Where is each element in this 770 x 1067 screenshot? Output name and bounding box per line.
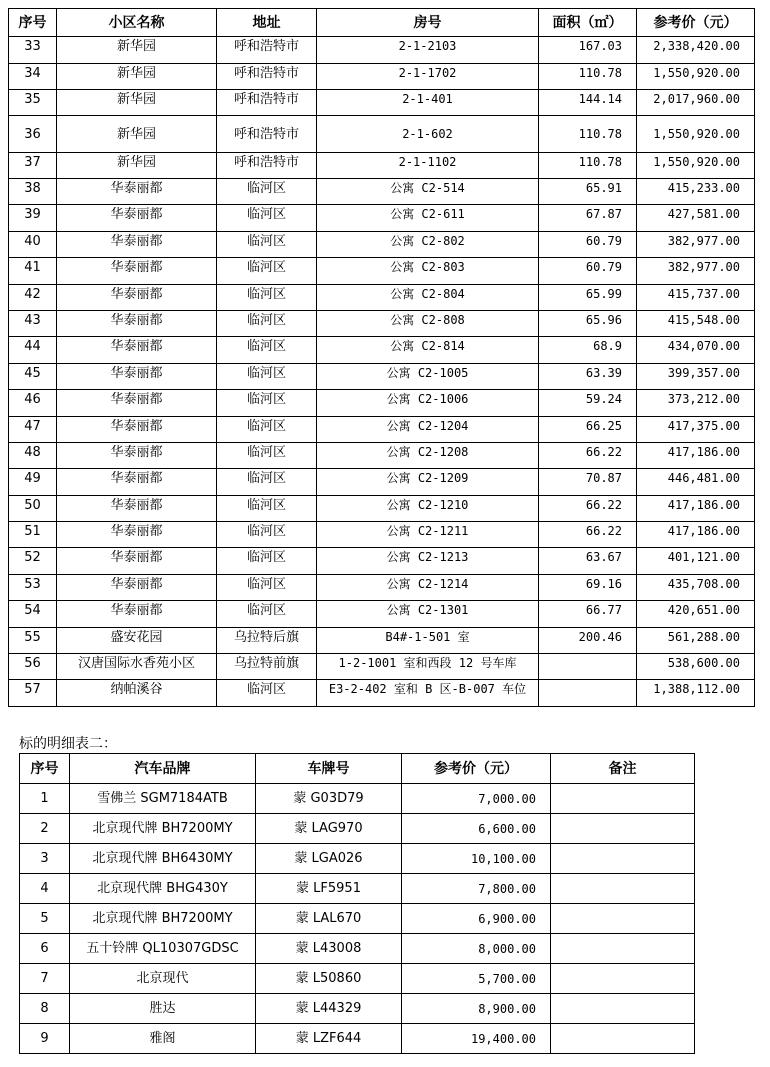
col-header-area: 面积（㎡） bbox=[539, 9, 637, 37]
cell-address: 临河区 bbox=[217, 680, 317, 706]
cell-name: 华泰丽都 bbox=[57, 205, 217, 231]
cell-room: 公寓 C2-802 bbox=[317, 231, 539, 257]
cell-room: 公寓 C2-1204 bbox=[317, 416, 539, 442]
col-header-price: 参考价（元） bbox=[402, 754, 551, 784]
col-header-plate: 车牌号 bbox=[256, 754, 402, 784]
cell-brand: 五十铃牌 QL10307GDSC bbox=[70, 934, 256, 964]
cell-area: 63.39 bbox=[539, 363, 637, 389]
col-header-room: 房号 bbox=[317, 9, 539, 37]
cell-no: 50 bbox=[9, 495, 57, 521]
cell-price: 8,900.00 bbox=[402, 994, 551, 1024]
cell-price: 446,481.00 bbox=[637, 469, 755, 495]
cell-room: 公寓 C2-1006 bbox=[317, 390, 539, 416]
col-header-address: 地址 bbox=[217, 9, 317, 37]
cell-area: 65.99 bbox=[539, 284, 637, 310]
col-header-price: 参考价（元） bbox=[637, 9, 755, 37]
cell-room: B4#-1-501 室 bbox=[317, 627, 539, 653]
cell-no: 33 bbox=[9, 37, 57, 64]
cell-no: 35 bbox=[9, 90, 57, 116]
cell-price: 382,977.00 bbox=[637, 231, 755, 257]
cell-room: 2-1-2103 bbox=[317, 37, 539, 64]
cell-price: 6,600.00 bbox=[402, 814, 551, 844]
table-row bbox=[9, 231, 755, 257]
table-row bbox=[20, 964, 695, 994]
cell-price: 434,070.00 bbox=[637, 337, 755, 363]
cell-price: 5,700.00 bbox=[402, 964, 551, 994]
cell-area bbox=[539, 680, 637, 706]
cell-plate: 蒙 G03D79 bbox=[256, 784, 402, 814]
col-header-brand: 汽车品牌 bbox=[70, 754, 256, 784]
cell-area: 68.9 bbox=[539, 337, 637, 363]
cell-plate: 蒙 LF5951 bbox=[256, 874, 402, 904]
cell-room: 公寓 C2-1213 bbox=[317, 548, 539, 574]
cell-area: 200.46 bbox=[539, 627, 637, 653]
cell-no: 44 bbox=[9, 337, 57, 363]
cell-price: 401,121.00 bbox=[637, 548, 755, 574]
cell-price: 415,737.00 bbox=[637, 284, 755, 310]
cell-no: 51 bbox=[9, 522, 57, 548]
cell-address: 临河区 bbox=[217, 601, 317, 627]
table-row bbox=[9, 522, 755, 548]
table-row bbox=[9, 627, 755, 653]
table-row bbox=[9, 37, 755, 64]
cell-no: 52 bbox=[9, 548, 57, 574]
table-row bbox=[9, 495, 755, 521]
cell-plate: 蒙 L44329 bbox=[256, 994, 402, 1024]
cell-area: 66.25 bbox=[539, 416, 637, 442]
cell-address: 临河区 bbox=[217, 495, 317, 521]
cell-no: 39 bbox=[9, 205, 57, 231]
table-row bbox=[9, 469, 755, 495]
cell-address: 临河区 bbox=[217, 205, 317, 231]
cell-no: 40 bbox=[9, 231, 57, 257]
table-row bbox=[9, 654, 755, 680]
cell-no: 38 bbox=[9, 179, 57, 205]
cell-price: 417,375.00 bbox=[637, 416, 755, 442]
table-row bbox=[9, 442, 755, 468]
table-row bbox=[20, 874, 695, 904]
cell-price: 417,186.00 bbox=[637, 522, 755, 548]
table-row bbox=[9, 390, 755, 416]
cell-no: 5 bbox=[20, 904, 70, 934]
cell-name: 新华园 bbox=[57, 37, 217, 64]
cell-address: 临河区 bbox=[217, 284, 317, 310]
cell-area: 69.16 bbox=[539, 574, 637, 600]
table-row bbox=[9, 574, 755, 600]
table-row bbox=[9, 363, 755, 389]
cell-no: 43 bbox=[9, 310, 57, 336]
cell-room: 2-1-602 bbox=[317, 116, 539, 153]
cell-note bbox=[551, 784, 695, 814]
cell-no: 1 bbox=[20, 784, 70, 814]
cell-note bbox=[551, 844, 695, 874]
cell-price: 427,581.00 bbox=[637, 205, 755, 231]
table-row bbox=[9, 258, 755, 284]
cell-area: 110.78 bbox=[539, 64, 637, 90]
cell-no: 55 bbox=[9, 627, 57, 653]
cell-name: 华泰丽都 bbox=[57, 179, 217, 205]
table-row bbox=[9, 337, 755, 363]
cell-area: 60.79 bbox=[539, 258, 637, 284]
cell-name: 华泰丽都 bbox=[57, 522, 217, 548]
cell-price: 19,400.00 bbox=[402, 1024, 551, 1054]
cell-name: 华泰丽都 bbox=[57, 363, 217, 389]
cell-price: 1,550,920.00 bbox=[637, 64, 755, 90]
cell-address: 临河区 bbox=[217, 231, 317, 257]
cell-area bbox=[539, 654, 637, 680]
cell-no: 36 bbox=[9, 116, 57, 153]
cell-area: 63.67 bbox=[539, 548, 637, 574]
cell-room: 公寓 C2-1005 bbox=[317, 363, 539, 389]
cell-room: 公寓 C2-814 bbox=[317, 337, 539, 363]
cell-no: 45 bbox=[9, 363, 57, 389]
table-header-row bbox=[9, 9, 755, 37]
cell-price: 7,800.00 bbox=[402, 874, 551, 904]
table-row bbox=[9, 205, 755, 231]
cell-plate: 蒙 LZF644 bbox=[256, 1024, 402, 1054]
cell-name: 华泰丽都 bbox=[57, 548, 217, 574]
cell-area: 110.78 bbox=[539, 153, 637, 179]
cell-note bbox=[551, 904, 695, 934]
cell-note bbox=[551, 964, 695, 994]
cell-price: 373,212.00 bbox=[637, 390, 755, 416]
col-header-note: 备注 bbox=[551, 754, 695, 784]
cell-room: 公寓 C2-1209 bbox=[317, 469, 539, 495]
cell-no: 6 bbox=[20, 934, 70, 964]
cell-price: 420,651.00 bbox=[637, 601, 755, 627]
table-row bbox=[9, 680, 755, 706]
cell-note bbox=[551, 814, 695, 844]
table-row bbox=[9, 310, 755, 336]
table2-caption: 标的明细表二： bbox=[19, 736, 117, 752]
cell-address: 呼和浩特市 bbox=[217, 64, 317, 90]
cell-no: 42 bbox=[9, 284, 57, 310]
cell-room: E3-2-402 室和 B 区-B-007 车位 bbox=[317, 680, 539, 706]
table-row bbox=[9, 548, 755, 574]
vehicle-table bbox=[19, 753, 695, 1054]
cell-address: 呼和浩特市 bbox=[217, 153, 317, 179]
cell-area: 167.03 bbox=[539, 37, 637, 64]
cell-room: 1-2-1001 室和西段 12 号车库 bbox=[317, 654, 539, 680]
cell-name: 华泰丽都 bbox=[57, 337, 217, 363]
cell-name: 华泰丽都 bbox=[57, 258, 217, 284]
cell-brand: 北京现代牌 BHG430Y bbox=[70, 874, 256, 904]
table-row bbox=[20, 1024, 695, 1054]
cell-name: 盛安花园 bbox=[57, 627, 217, 653]
cell-address: 临河区 bbox=[217, 469, 317, 495]
cell-address: 临河区 bbox=[217, 574, 317, 600]
col-header-no: 序号 bbox=[20, 754, 70, 784]
cell-price: 561,288.00 bbox=[637, 627, 755, 653]
cell-address: 临河区 bbox=[217, 442, 317, 468]
table-row bbox=[9, 116, 755, 153]
cell-no: 49 bbox=[9, 469, 57, 495]
cell-room: 公寓 C2-514 bbox=[317, 179, 539, 205]
property-table bbox=[8, 8, 755, 707]
cell-no: 8 bbox=[20, 994, 70, 1024]
cell-brand: 北京现代牌 BH7200MY bbox=[70, 904, 256, 934]
cell-area: 59.24 bbox=[539, 390, 637, 416]
cell-name: 华泰丽都 bbox=[57, 574, 217, 600]
cell-no: 7 bbox=[20, 964, 70, 994]
table-row bbox=[20, 784, 695, 814]
cell-note bbox=[551, 934, 695, 964]
cell-room: 公寓 C2-804 bbox=[317, 284, 539, 310]
cell-name: 新华园 bbox=[57, 153, 217, 179]
cell-no: 3 bbox=[20, 844, 70, 874]
cell-area: 67.87 bbox=[539, 205, 637, 231]
cell-address: 临河区 bbox=[217, 179, 317, 205]
cell-price: 7,000.00 bbox=[402, 784, 551, 814]
cell-room: 2-1-401 bbox=[317, 90, 539, 116]
table-row bbox=[20, 994, 695, 1024]
cell-price: 1,550,920.00 bbox=[637, 153, 755, 179]
table-row bbox=[9, 153, 755, 179]
cell-price: 399,357.00 bbox=[637, 363, 755, 389]
cell-room: 公寓 C2-1214 bbox=[317, 574, 539, 600]
cell-price: 417,186.00 bbox=[637, 495, 755, 521]
cell-area: 66.22 bbox=[539, 442, 637, 468]
cell-address: 临河区 bbox=[217, 390, 317, 416]
table-row bbox=[20, 814, 695, 844]
cell-room: 公寓 C2-803 bbox=[317, 258, 539, 284]
cell-address: 呼和浩特市 bbox=[217, 37, 317, 64]
cell-plate: 蒙 L43008 bbox=[256, 934, 402, 964]
cell-brand: 北京现代牌 BH7200MY bbox=[70, 814, 256, 844]
cell-no: 57 bbox=[9, 680, 57, 706]
cell-price: 1,550,920.00 bbox=[637, 116, 755, 153]
cell-name: 华泰丽都 bbox=[57, 310, 217, 336]
table-row bbox=[20, 904, 695, 934]
cell-address: 呼和浩特市 bbox=[217, 116, 317, 153]
cell-room: 公寓 C2-611 bbox=[317, 205, 539, 231]
cell-name: 华泰丽都 bbox=[57, 390, 217, 416]
cell-address: 临河区 bbox=[217, 337, 317, 363]
cell-address: 乌拉特前旗 bbox=[217, 654, 317, 680]
cell-name: 纳帕溪谷 bbox=[57, 680, 217, 706]
cell-no: 47 bbox=[9, 416, 57, 442]
cell-address: 临河区 bbox=[217, 310, 317, 336]
col-header-no: 序号 bbox=[9, 9, 57, 37]
cell-no: 53 bbox=[9, 574, 57, 600]
cell-name: 新华园 bbox=[57, 90, 217, 116]
cell-plate: 蒙 L50860 bbox=[256, 964, 402, 994]
cell-no: 41 bbox=[9, 258, 57, 284]
cell-no: 56 bbox=[9, 654, 57, 680]
cell-no: 2 bbox=[20, 814, 70, 844]
cell-note bbox=[551, 874, 695, 904]
cell-area: 70.87 bbox=[539, 469, 637, 495]
cell-brand: 胜达 bbox=[70, 994, 256, 1024]
cell-room: 2-1-1102 bbox=[317, 153, 539, 179]
table-row bbox=[9, 601, 755, 627]
cell-name: 华泰丽都 bbox=[57, 284, 217, 310]
cell-price: 10,100.00 bbox=[402, 844, 551, 874]
cell-area: 110.78 bbox=[539, 116, 637, 153]
cell-brand: 雪佛兰 SGM7184ATB bbox=[70, 784, 256, 814]
cell-name: 华泰丽都 bbox=[57, 469, 217, 495]
cell-plate: 蒙 LAL670 bbox=[256, 904, 402, 934]
cell-room: 公寓 C2-1208 bbox=[317, 442, 539, 468]
cell-price: 538,600.00 bbox=[637, 654, 755, 680]
cell-area: 60.79 bbox=[539, 231, 637, 257]
cell-room: 公寓 C2-1211 bbox=[317, 522, 539, 548]
cell-name: 新华园 bbox=[57, 64, 217, 90]
cell-plate: 蒙 LGA026 bbox=[256, 844, 402, 874]
cell-price: 382,977.00 bbox=[637, 258, 755, 284]
cell-area: 66.22 bbox=[539, 522, 637, 548]
cell-no: 4 bbox=[20, 874, 70, 904]
cell-address: 临河区 bbox=[217, 522, 317, 548]
cell-no: 37 bbox=[9, 153, 57, 179]
cell-price: 2,338,420.00 bbox=[637, 37, 755, 64]
cell-price: 8,000.00 bbox=[402, 934, 551, 964]
col-header-name: 小区名称 bbox=[57, 9, 217, 37]
cell-no: 9 bbox=[20, 1024, 70, 1054]
table-row bbox=[9, 179, 755, 205]
cell-brand: 北京现代 bbox=[70, 964, 256, 994]
cell-price: 415,548.00 bbox=[637, 310, 755, 336]
cell-name: 华泰丽都 bbox=[57, 601, 217, 627]
cell-price: 6,900.00 bbox=[402, 904, 551, 934]
cell-no: 46 bbox=[9, 390, 57, 416]
cell-address: 临河区 bbox=[217, 258, 317, 284]
cell-area: 65.96 bbox=[539, 310, 637, 336]
cell-area: 66.22 bbox=[539, 495, 637, 521]
cell-area: 65.91 bbox=[539, 179, 637, 205]
cell-name: 华泰丽都 bbox=[57, 416, 217, 442]
table-row bbox=[9, 284, 755, 310]
table-row bbox=[20, 934, 695, 964]
cell-name: 新华园 bbox=[57, 116, 217, 153]
cell-address: 乌拉特后旗 bbox=[217, 627, 317, 653]
cell-no: 54 bbox=[9, 601, 57, 627]
cell-name: 华泰丽都 bbox=[57, 442, 217, 468]
table-row bbox=[9, 416, 755, 442]
table-header-row bbox=[20, 754, 695, 784]
cell-plate: 蒙 LAG970 bbox=[256, 814, 402, 844]
cell-area: 66.77 bbox=[539, 601, 637, 627]
cell-brand: 北京现代牌 BH6430MY bbox=[70, 844, 256, 874]
cell-price: 2,017,960.00 bbox=[637, 90, 755, 116]
cell-address: 临河区 bbox=[217, 416, 317, 442]
cell-price: 417,186.00 bbox=[637, 442, 755, 468]
cell-no: 48 bbox=[9, 442, 57, 468]
cell-price: 435,708.00 bbox=[637, 574, 755, 600]
cell-brand: 雅阁 bbox=[70, 1024, 256, 1054]
cell-price: 415,233.00 bbox=[637, 179, 755, 205]
table-row bbox=[9, 64, 755, 90]
table-row bbox=[9, 90, 755, 116]
cell-price: 1,388,112.00 bbox=[637, 680, 755, 706]
cell-note bbox=[551, 1024, 695, 1054]
cell-room: 公寓 C2-1301 bbox=[317, 601, 539, 627]
cell-name: 汉唐国际水香苑小区 bbox=[57, 654, 217, 680]
cell-name: 华泰丽都 bbox=[57, 495, 217, 521]
cell-area: 144.14 bbox=[539, 90, 637, 116]
cell-room: 2-1-1702 bbox=[317, 64, 539, 90]
cell-room: 公寓 C2-808 bbox=[317, 310, 539, 336]
cell-address: 临河区 bbox=[217, 363, 317, 389]
cell-address: 呼和浩特市 bbox=[217, 90, 317, 116]
table-row bbox=[20, 844, 695, 874]
cell-address: 临河区 bbox=[217, 548, 317, 574]
cell-no: 34 bbox=[9, 64, 57, 90]
cell-room: 公寓 C2-1210 bbox=[317, 495, 539, 521]
cell-name: 华泰丽都 bbox=[57, 231, 217, 257]
cell-note bbox=[551, 994, 695, 1024]
